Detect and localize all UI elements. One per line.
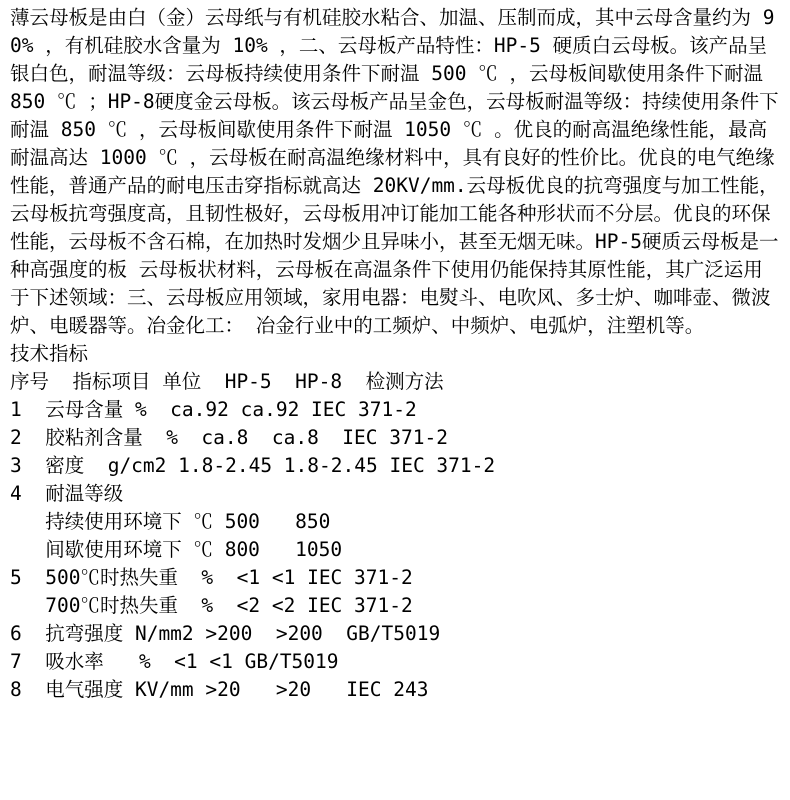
intro-paragraph: 薄云母板是由白（金）云母纸与有机硅胶水粘合、加温、压制而成，其中云母含量约为 90% ，有机硅胶水含量为 10% ，二、云母板产品特性：HP-5 硬质白云母板。该产品呈银白色，耐温等级：云母板持续使用条件下耐温 500 ℃ ，云母板间歇使用条件下耐温 850 ℃ ；HP-8硬度金云母板。该云母板产品呈金色，云母板耐温等级：持续使用条件下耐温 850 ℃ ，云母板间歇使用条件下耐温 1050 ℃ 。优良的耐高温绝缘性能，最高耐温高达 1000 ℃ ，云母板在耐高温绝缘材料中，具有良好的性价比。优良的电气绝缘性能，普通产品的耐电压击穿指标就高达 20KV/mm.云母板优良的抗弯强度与加工性能，云母板抗弯强度高，且韧性极好，云母板用冲订能加工能各种形状而不分层。优良的环保性能，云母板不含石棉，在加热时发烟少且异味小，甚至无烟无味。HP-5硬质云母板是一种高强度的板 云母板状材料，云母板在高温条件下使用仍能保持其原性能，其广泛运用于下述领域：三、云母板应用领域，家用电器：电熨斗、电吹风、多士炉、咖啡壶、微波炉、电暖器等。冶金化工： 冶金行业中的工频炉、中频炉、电弧炉，注塑机等。 (10, 6, 779, 337)
spec-row: 5 500℃时热失重 % <1 <1 IEC 371-2 (10, 566, 413, 589)
spec-row: 6 抗弯强度 N/mm2 >200 >200 GB/T5019 (10, 622, 441, 645)
spec-row: 1 云母含量 % ca.92 ca.92 IEC 371-2 (10, 398, 417, 421)
spec-row: 4 耐温等级 (10, 482, 124, 505)
spec-row: 2 胶粘剂含量 % ca.8 ca.8 IEC 371-2 (10, 426, 448, 449)
document (10, 4, 782, 704)
spec-row: 8 电气强度 KV/mm >20 >20 IEC 243 (10, 678, 429, 701)
spec-row: 7 吸水率 % <1 <1 GB/T5019 (10, 650, 339, 673)
spec-table (10, 368, 782, 704)
spec-row: 3 密度 g/cm2 1.8-2.45 1.8-2.45 IEC 371-2 (10, 454, 496, 477)
spec-header-row: 序号 指标项目 单位 HP-5 HP-8 检测方法 (10, 370, 444, 393)
spec-row: 间歇使用环境下 ℃ 800 1050 (10, 538, 343, 561)
spec-row: 700℃时热失重 % <2 <2 IEC 371-2 (10, 594, 413, 617)
spec-heading: 技术指标 (10, 342, 89, 365)
spec-row: 持续使用环境下 ℃ 500 850 (10, 510, 331, 533)
